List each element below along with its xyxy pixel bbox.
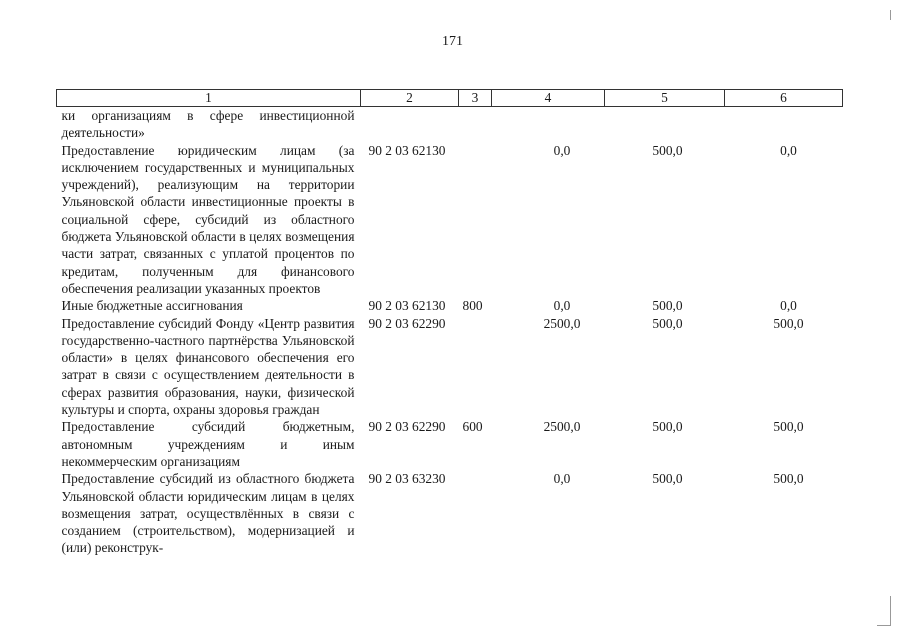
table-row	[57, 418, 843, 470]
row-code: 90 2 03 62130	[368, 142, 446, 158]
column-header-4: 4	[492, 90, 605, 107]
row-value-6: 500,0	[773, 471, 804, 487]
table-row	[57, 470, 843, 556]
row-value-4: 0,0	[553, 298, 571, 314]
row-value-5: 500,0	[652, 298, 683, 314]
row-expense-type: 600	[462, 419, 483, 435]
row-value-6: 0,0	[780, 298, 797, 314]
row-value-4: 0,0	[553, 471, 571, 487]
row-name: Иные бюджетные ассигнования	[61, 298, 243, 314]
row-name: ки организациям в сфере инвестиционной деятельности»	[61, 108, 355, 141]
table-header	[57, 90, 843, 107]
row-expense-type: 800	[462, 298, 483, 314]
row-name: Предоставление субсидий из областного бюджета Ульяновской области юридическим лицам в целях возмещения затрат, осуществлённых в связи с созданием (строительством), модернизацией и (или) реконструк-	[61, 471, 355, 556]
column-header-6: 6	[725, 90, 843, 107]
row-expense-type	[459, 315, 492, 419]
table-row	[57, 142, 843, 298]
row-expense-type	[459, 470, 492, 556]
page-number: 171	[442, 34, 463, 49]
table-row	[57, 315, 843, 419]
row-value-5: 500,0	[652, 315, 683, 331]
scan-mark	[890, 596, 891, 626]
column-header-2: 2	[361, 90, 459, 107]
scan-mark	[877, 625, 891, 626]
row-code	[361, 107, 459, 142]
row-code: 90 2 03 62130	[368, 298, 446, 314]
row-expense-type	[459, 107, 492, 142]
table-row	[57, 107, 843, 142]
budget-table	[56, 89, 843, 557]
column-header-3: 3	[459, 90, 492, 107]
row-expense-type	[459, 142, 492, 298]
row-name: Предоставление субсидий Фонду «Центр развития государственно-частного партнёрства Ульяновской области» в целях финансового обеспечения его затрат в связи с осуществлением деятельности в сферах развития образования, науки, физической культуры и спорта, охраны здоровья граждан	[61, 315, 355, 418]
row-value-4: 0,0	[553, 142, 571, 158]
row-value-5: 500,0	[652, 419, 683, 435]
row-code: 90 2 03 63230	[368, 471, 446, 487]
scan-mark	[890, 10, 891, 20]
row-code: 90 2 03 62290	[368, 419, 446, 435]
row-value-6	[725, 107, 843, 142]
table-row	[57, 297, 843, 314]
row-value-5: 500,0	[652, 142, 683, 158]
row-name: Предоставление юридическим лицам (за исключением государственных и муниципальных учреждений), реализующим на территории Ульяновской области инвестиционные проекты в социальной сфере, субсидий из областного бюджета Ульяновской области в целях возмещения части затрат, связанных с уплатой процентов по кредитам, полученным для финансового обеспечения реализации указанных проектов	[61, 142, 355, 296]
row-value-4	[492, 107, 605, 142]
row-value-5: 500,0	[652, 471, 683, 487]
column-header-1: 1	[57, 90, 361, 107]
row-value-4: 2500,0	[543, 419, 581, 435]
column-header-5: 5	[605, 90, 725, 107]
header-row	[57, 90, 843, 107]
table-body	[57, 107, 843, 557]
row-value-5	[605, 107, 725, 142]
row-value-6: 0,0	[780, 142, 797, 158]
row-value-6: 500,0	[773, 315, 804, 331]
row-value-6: 500,0	[773, 419, 804, 435]
row-code: 90 2 03 62290	[368, 315, 446, 331]
row-name: Предоставление субсидий бюджетным, автономным учреждениям и иным некоммерческим организациям	[61, 419, 355, 469]
row-value-4: 2500,0	[543, 315, 581, 331]
